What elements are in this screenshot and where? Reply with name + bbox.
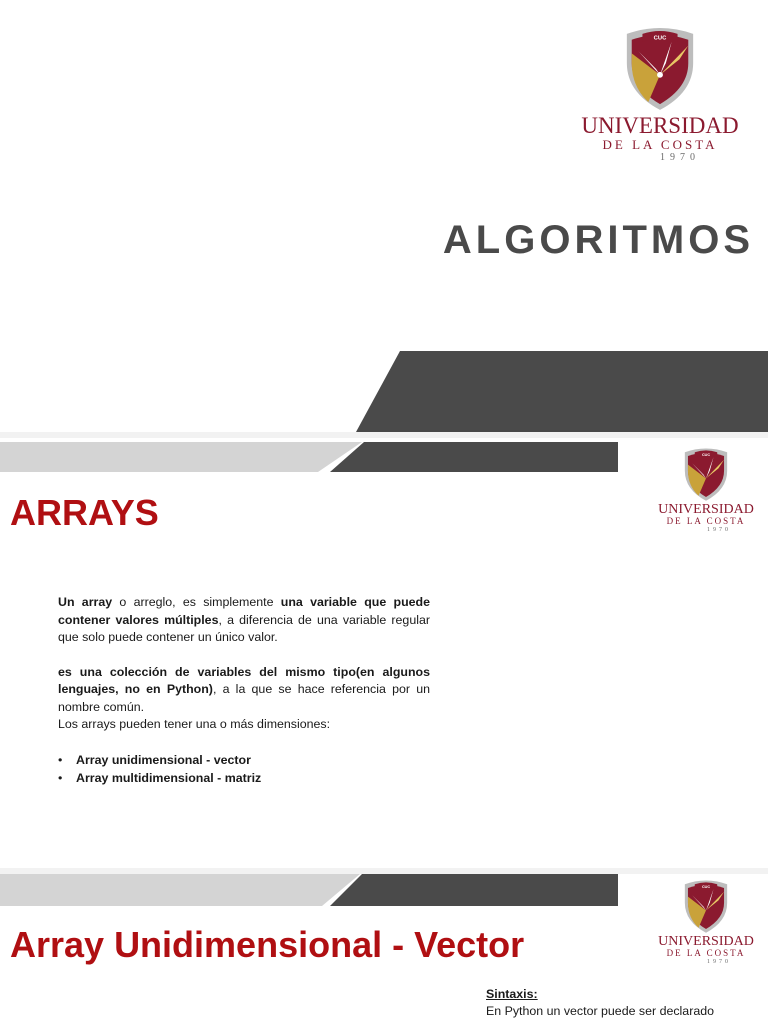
- logo-subtitle: DE LA COSTA: [666, 516, 746, 526]
- decorative-banner: [0, 440, 620, 474]
- paragraph-definition: Un array o arreglo, es simplemente una variable que puede contener valores múltiples, a diferencia de una variable regular que solo puede contener un único valor.: [58, 595, 430, 644]
- decorative-banner: [0, 874, 620, 908]
- dimension-list: [58, 751, 430, 787]
- list-item: • Array unidimensional - vector: [58, 751, 430, 769]
- university-logo: [656, 878, 756, 965]
- logo-year: 1970: [707, 959, 731, 965]
- logo-name: UNIVERSIDAD: [658, 934, 754, 949]
- vector-slide: [0, 874, 768, 1024]
- svg-text:CUC: CUC: [701, 884, 711, 889]
- slide-separator: [0, 432, 768, 438]
- slide-heading: Array Unidimensional - Vector: [10, 924, 525, 965]
- title-slide: [0, 0, 768, 432]
- syntax-text: En Python un vector puede ser declarado: [486, 1004, 714, 1018]
- shield-icon: [681, 878, 731, 934]
- svg-text:CUC: CUC: [701, 452, 711, 457]
- slide-body: [58, 594, 430, 787]
- arrays-slide: [0, 440, 768, 868]
- logo-year: 1970: [707, 527, 731, 533]
- slide-heading: ARRAYS: [10, 492, 159, 533]
- logo-name: UNIVERSIDAD: [581, 113, 739, 138]
- logo-name: UNIVERSIDAD: [658, 502, 754, 517]
- logo-subtitle: DE LA COSTA: [602, 137, 718, 152]
- logo-subtitle: DE LA COSTA: [666, 948, 746, 958]
- decorative-banner: [0, 0, 768, 432]
- presentation-title: ALGORITMOS: [442, 218, 754, 262]
- list-item: • Array multidimensional - matriz: [58, 769, 430, 787]
- paragraph-collection: es una colección de variables del mismo tipo(en algunos lenguajes, no en Python), a la que se hace referencia por un nombre común.: [58, 664, 430, 714]
- syntax-block: [486, 986, 756, 1020]
- syntax-label: Sintaxis:: [486, 987, 538, 1001]
- paragraph-dimensions: Los arrays pueden tener una o más dimensiones:: [58, 717, 331, 731]
- svg-text:CUC: CUC: [653, 35, 667, 42]
- university-logo: [656, 446, 756, 533]
- logo-year: 1970: [660, 152, 700, 163]
- shield-icon: [681, 446, 731, 502]
